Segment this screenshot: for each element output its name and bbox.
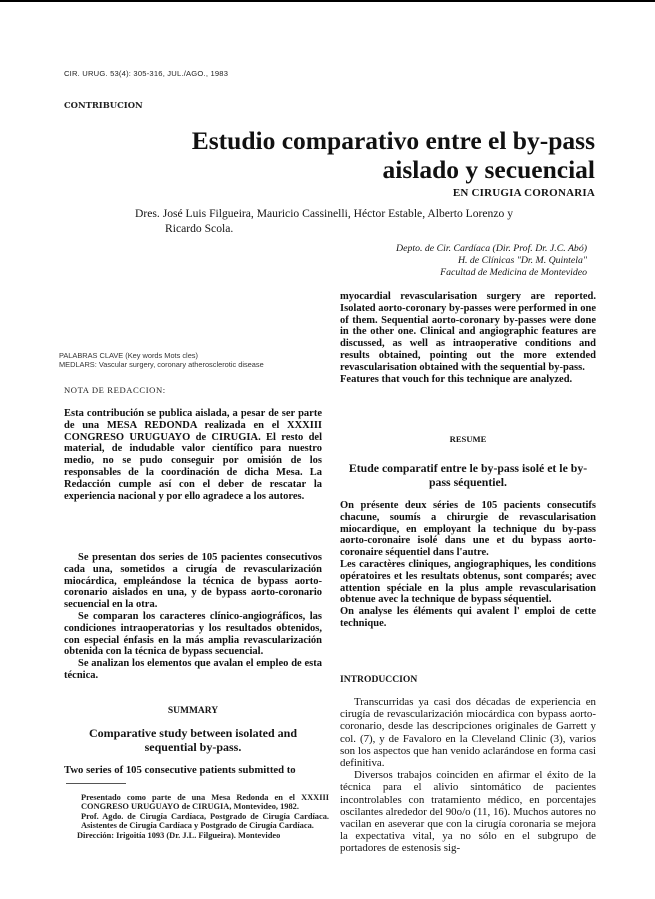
resume-heading: RESUME xyxy=(449,434,487,444)
affiliation-line: H. de Clínicas "Dr. M. Quintela" xyxy=(457,255,587,266)
title-line-2: aislado y secuencial xyxy=(382,155,595,184)
abstract-paragraph: Se analizan los elementos que avalan el empleo de esta técnica. xyxy=(64,658,322,681)
introduction-paragraph: Diversos trabajos coinciden en afirmar el éxito de la técnica para el alivio sintomático de pacientes incontrolables con tratamiento médico, en porcentajes oscilantes alrededor del 90o/o (11, 16). Muchos autores no vacilan en aseverar que con la cirugía coronaria se mejora la expectativa vital, ya no sólo en el subgrupo de portadores de estenosis sig- xyxy=(340,769,596,855)
authors xyxy=(105,206,605,236)
resume-title: Etude comparatif entre le by-pass isolé et le by-pass séquentiel. xyxy=(348,461,588,489)
footnote-divider xyxy=(66,783,126,784)
footnote-address: Dirección: Irigoitía 1093 (Dr. J.L. Filgueira). Montevideo xyxy=(77,830,281,840)
medlars-keywords: MEDLARS: Vascular surgery, coronary atherosclerotic disease xyxy=(59,359,264,369)
authors-line-1: Dres. José Luis Filgueira, Mauricio Cassinelli, Héctor Estable, Alberto Lorenzo y xyxy=(135,207,513,220)
summary-continued xyxy=(340,291,596,385)
summary-title: Comparative study between isolated and sequential by-pass. xyxy=(88,726,297,754)
summary-paragraph: Features that vouch for this technique are analyzed. xyxy=(340,373,573,385)
abstract-paragraph: On présente deux séries de 105 pacients consecutifs chacune, soumís a chirurgie de revascularisation miocardique, en employant la technique du by-pass aorto-coronaire isolé dans une et du bypass aorto-coronaire séquentiel dans l'autre. xyxy=(340,500,596,559)
keywords-label: PALABRAS CLAVE (Key words Mots cles) xyxy=(59,351,198,360)
footnote-paragraph: Prof. Agdo. de Cirugía Cardíaca, Postgrado de Cirugía Cardíaca. Asistentes de Cirugía Cardíaca y Postgrado de Cirugía Cardíaca. xyxy=(81,811,329,831)
footnote xyxy=(77,793,329,840)
editorial-note-text: Esta contribución se publica aislada, a pesar de ser parte de una MESA REDONDA realizada en el XXXIII CONGRESO URUGUAYO de CIRUGIA. El resto del material, de indudable valor científico para nuestro medio, no se pudo conseguir por omisión de los responsables de la coordinación de dicha Mesa. La Redacción cumple así con el deber de rescatar la experiencia nacional y por ello agradece a los autores. xyxy=(64,408,322,502)
authors-line-2: Ricardo Scola. xyxy=(165,222,234,235)
introduction-heading: INTRODUCCION xyxy=(340,674,418,685)
footnote-paragraph: Presentado como parte de una Mesa Redonda en el XXXIII CONGRESO URUGUAYO de CIRUGIA, Montevideo, 1982. xyxy=(81,793,329,812)
journal-reference: CIR. URUG. 53(4): 305-316, JUL./AGO., 1983 xyxy=(64,69,229,78)
affiliation-line: Facultad de Medicina de Montevideo xyxy=(440,267,587,278)
introduction-paragraph: Transcurridas ya casi dos décadas de experiencia en cirugía de revascularización miocárdica con bypass aorto-coronario, desde las descripciones originales de Garrett y col. (7), y de Favaloro en la Cleveland Clinic (3), varios son los aspectos que han venido aclarándose en forma casi definitiva. xyxy=(340,696,596,770)
article-subtitle: EN CIRUGIA CORONARIA xyxy=(452,187,595,199)
keywords-block xyxy=(59,352,264,370)
summary-paragraph: myocardial revascularisation surgery are reported. Isolated aorto-coronary by-passes were performed in one of them. Sequential aorto-coronary by-passes were done in the other one. Clinical and angiographic features are discussed, as well as intraoperative conditions and results obtained, pointing out the more extended revascularisation obtained with the sequential by-pass. xyxy=(340,291,596,373)
section-label: CONTRIBUCION xyxy=(64,100,143,110)
summary-heading: SUMMARY xyxy=(167,706,219,716)
abstract-paragraph: Se comparan los caracteres clínico-angiográficos, las condiciones intraoperatorias y los resultados obtenidos, con especial énfasis en la más amplia revascularización obtenida con la técnica de bypass secuencial. xyxy=(64,610,322,658)
abstract-paragraph: On analyse les éléments qui avalent l' emploi de cette technique. xyxy=(340,606,596,629)
scan-top-edge xyxy=(0,0,655,2)
introduction-body xyxy=(340,696,596,855)
editorial-note-label: NOTA DE REDACCION: xyxy=(64,385,166,395)
article-title xyxy=(115,126,595,184)
title-line-1: Estudio comparativo entre el by-pass xyxy=(191,126,595,155)
affiliation xyxy=(396,243,587,279)
spanish-abstract xyxy=(64,552,322,682)
french-abstract xyxy=(340,500,596,630)
summary-first-line: Two series of 105 consecutive patients submitted to xyxy=(64,764,296,776)
abstract-paragraph: Se presentan dos series de 105 pacientes consecutivos cada una, sometidos a cirugía de revascularización miocárdica, empleándose la técnica de bypass aorto-coronario aislados en una, y de bypass aorto-coronario secuencial en la otra. xyxy=(64,552,322,611)
affiliation-line: Depto. de Cir. Cardíaca (Dir. Prof. Dr. J.C. Abó) xyxy=(396,243,587,254)
abstract-paragraph: Les caractères cliniques, angiographiques, les conditions opératoires et les resultats obtenus, sont comparés; avec attention spéciale en la plus ample revascularisation obtenue avec la technique de bypass séquentiel. xyxy=(340,558,596,606)
